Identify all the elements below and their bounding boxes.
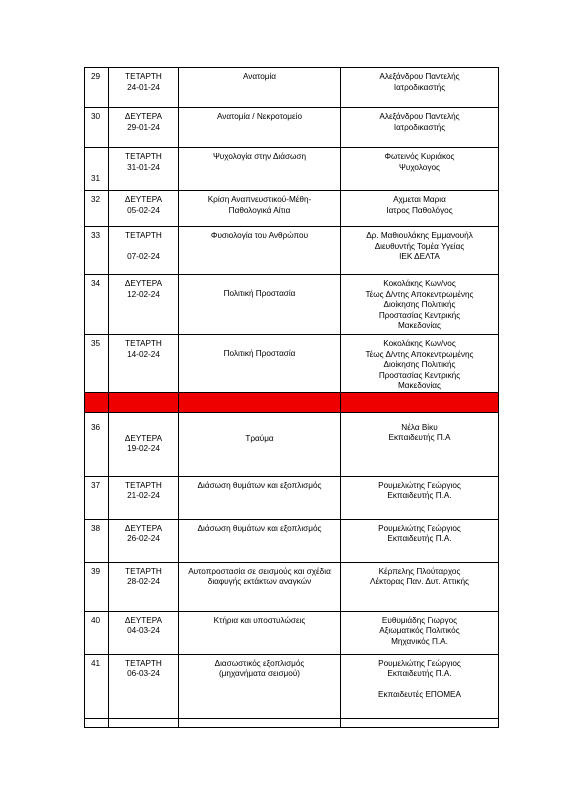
lesson-date: 12-02-24 <box>127 289 160 299</box>
lesson-number: 38 <box>85 519 109 562</box>
lesson-day: ΔΕΥΤΕΡΑ <box>124 195 163 204</box>
lesson-number: 39 <box>85 562 109 611</box>
lesson-topic: Πολιτική Προστασία <box>179 275 341 335</box>
lesson-number: 30 <box>85 108 109 148</box>
lesson-topic: Διάσωση θυμάτων και εξοπλισμός <box>179 519 341 562</box>
lesson-date-cell <box>109 227 179 275</box>
lesson-topic: Ανατομία <box>179 68 341 108</box>
schedule-table <box>84 67 499 728</box>
lesson-teacher: Ευθυμιάδης Γιωργος Αξιωματικός Πολιτικός Μηχανικός Π.Α. <box>341 611 499 654</box>
empty-cell <box>179 718 341 727</box>
lesson-teacher: Αλεξάνδρου Παντελής Ιατροδικαστής <box>341 108 499 148</box>
table-row <box>85 335 499 393</box>
lesson-date: 28-02-24 <box>127 577 160 586</box>
lesson-date-cell <box>109 654 179 718</box>
lesson-teacher: Κοκολάκης Κων/νος Τέως Δ/ντης Αποκεντρωμένης Διοίκησης Πολιτικής Προστασίας Κεντρικής Μακεδονίας <box>341 275 499 335</box>
table-row <box>85 191 499 227</box>
lesson-date-cell <box>109 108 179 148</box>
table-row <box>85 519 499 562</box>
lesson-date-cell <box>109 68 179 108</box>
separator-cell <box>179 392 341 412</box>
lesson-day: ΔΕΥΤΕΡΑ <box>124 433 163 443</box>
table-row <box>85 227 499 275</box>
lesson-number: 32 <box>85 191 109 227</box>
table-row <box>85 562 499 611</box>
lesson-day: ΔΕΥΤΕΡΑ <box>124 112 163 121</box>
lesson-date-cell <box>109 191 179 227</box>
lesson-day: ΔΕΥΤΕΡΑ <box>124 615 163 625</box>
empty-cell <box>85 718 109 727</box>
lesson-topic: Κρίση Αναπνευστικού-Μέθη- Παθολογικά Αίτια <box>179 191 341 227</box>
empty-cell <box>341 718 499 727</box>
lesson-date-cell <box>109 611 179 654</box>
lesson-teacher: Δρ. Μαθιουλάκης Εμμανουήλ Διευθυντής Τομέα Υγείας ΙΕΚ ΔΕΛΤΑ <box>341 227 499 275</box>
lesson-teacher: Νέλα Βίκυ Εκπαιδευτής Π.Α <box>341 412 499 476</box>
lesson-day: ΤΕΤΑΡΤΗ <box>125 231 162 240</box>
lesson-topic: Ψυχολογία στην Διάσωση <box>179 148 341 191</box>
lesson-date: 21-02-24 <box>127 491 160 500</box>
lesson-date-cell <box>109 412 179 476</box>
lesson-date: 29-01-24 <box>127 122 160 132</box>
table-row <box>85 275 499 335</box>
lesson-number: 41 <box>85 654 109 718</box>
lesson-date-cell <box>109 275 179 335</box>
lesson-date: 19-02-24 <box>127 444 160 453</box>
lesson-number: 29 <box>85 68 109 108</box>
lesson-number: 33 <box>85 227 109 275</box>
lesson-day: ΤΕΤΑΡΤΗ <box>125 339 162 348</box>
lesson-teacher: Κέρπελης Πλούταρχος Λέκτορας Παν. Δυτ. Αττικής <box>341 562 499 611</box>
lesson-topic: Κτήρια και υποστυλώσεις <box>179 611 341 654</box>
lesson-day: ΤΕΤΑΡΤΗ <box>125 658 162 668</box>
lesson-number: 34 <box>85 275 109 335</box>
lesson-topic: Τραύμα <box>179 412 341 476</box>
lesson-topic: Διάσωση θυμάτων και εξοπλισμός <box>179 476 341 519</box>
lesson-teacher: Αλεξάνδρου Παντελής Ιατροδικαστής <box>341 68 499 108</box>
lesson-teacher: Ρουμελιώτης Γεώργιος Εκπαιδευτής Π.Α. Εκπαιδευτές ΕΠΟΜΕΑ <box>341 654 499 718</box>
table-row <box>85 412 499 476</box>
empty-cell <box>109 718 179 727</box>
lesson-date: 14-02-24 <box>127 349 160 359</box>
table-row <box>85 148 499 191</box>
lesson-topic: Φυσιολογία του Ανθρώπου <box>179 227 341 275</box>
lesson-date: 31-01-24 <box>127 162 160 172</box>
lesson-number: 36 <box>85 412 109 476</box>
lesson-number: 31 <box>85 148 109 191</box>
red-separator-row <box>85 392 499 412</box>
lesson-date: 06-03-24 <box>127 669 160 678</box>
lesson-date: 07-02-24 <box>127 251 160 261</box>
lesson-date-cell <box>109 335 179 393</box>
lesson-teacher: Ρουμελιώτης Γεώργιος Εκπαιδευτής Π.Α. <box>341 519 499 562</box>
lesson-teacher: Ρουμελιώτης Γεώργιος Εκπαιδευτής Π.Α. <box>341 476 499 519</box>
lesson-topic: Ανατομία / Νεκροτομείο <box>179 108 341 148</box>
lesson-number: 37 <box>85 476 109 519</box>
lesson-day: ΤΕΤΑΡΤΗ <box>125 480 162 490</box>
separator-cell <box>85 392 109 412</box>
table-row <box>85 611 499 654</box>
lesson-date-cell <box>109 476 179 519</box>
lesson-number: 40 <box>85 611 109 654</box>
lesson-date: 05-02-24 <box>127 205 160 215</box>
lesson-day: ΤΕΤΑΡΤΗ <box>125 72 162 81</box>
table-row <box>85 68 499 108</box>
table-row <box>85 654 499 718</box>
lesson-number: 35 <box>85 335 109 393</box>
separator-cell <box>109 392 179 412</box>
lesson-teacher: Κοκολάκης Κων/νος Τέως Δ/ντης Αποκεντρωμένης Διοίκησης Πολιτικής Προστασίας Κεντρικής Μακεδονίας <box>341 335 499 393</box>
table-row <box>85 108 499 148</box>
lesson-day: ΤΕΤΑΡΤΗ <box>125 566 162 576</box>
empty-row <box>85 718 499 727</box>
lesson-date: 04-03-24 <box>127 626 160 635</box>
lesson-topic: Αυτοπροστασία σε σεισμούς και σχέδια διαφυγής εκτάκτων αναγκών <box>179 562 341 611</box>
lesson-date-cell <box>109 562 179 611</box>
separator-cell <box>341 392 499 412</box>
lesson-day: ΔΕΥΤΕΡΑ <box>124 279 163 288</box>
lesson-teacher: Αχμεται Μαρια Ιατρος Παθολόγος <box>341 191 499 227</box>
lesson-teacher: Φωτεινός Κυριάκος Ψυχολογος <box>341 148 499 191</box>
lesson-date: 26-02-24 <box>127 534 160 543</box>
lesson-topic: Πολιτική Προστασία <box>179 335 341 393</box>
lesson-date-cell <box>109 148 179 191</box>
lesson-date: 24-01-24 <box>127 82 160 92</box>
lesson-date-cell <box>109 519 179 562</box>
table-row <box>85 476 499 519</box>
lesson-day: ΔΕΥΤΕΡΑ <box>124 523 163 533</box>
lesson-topic: Διασωστικός εξοπλισμός (μηχανήματα σεισμού) <box>179 654 341 718</box>
lesson-day: ΤΕΤΑΡΤΗ <box>125 152 162 161</box>
